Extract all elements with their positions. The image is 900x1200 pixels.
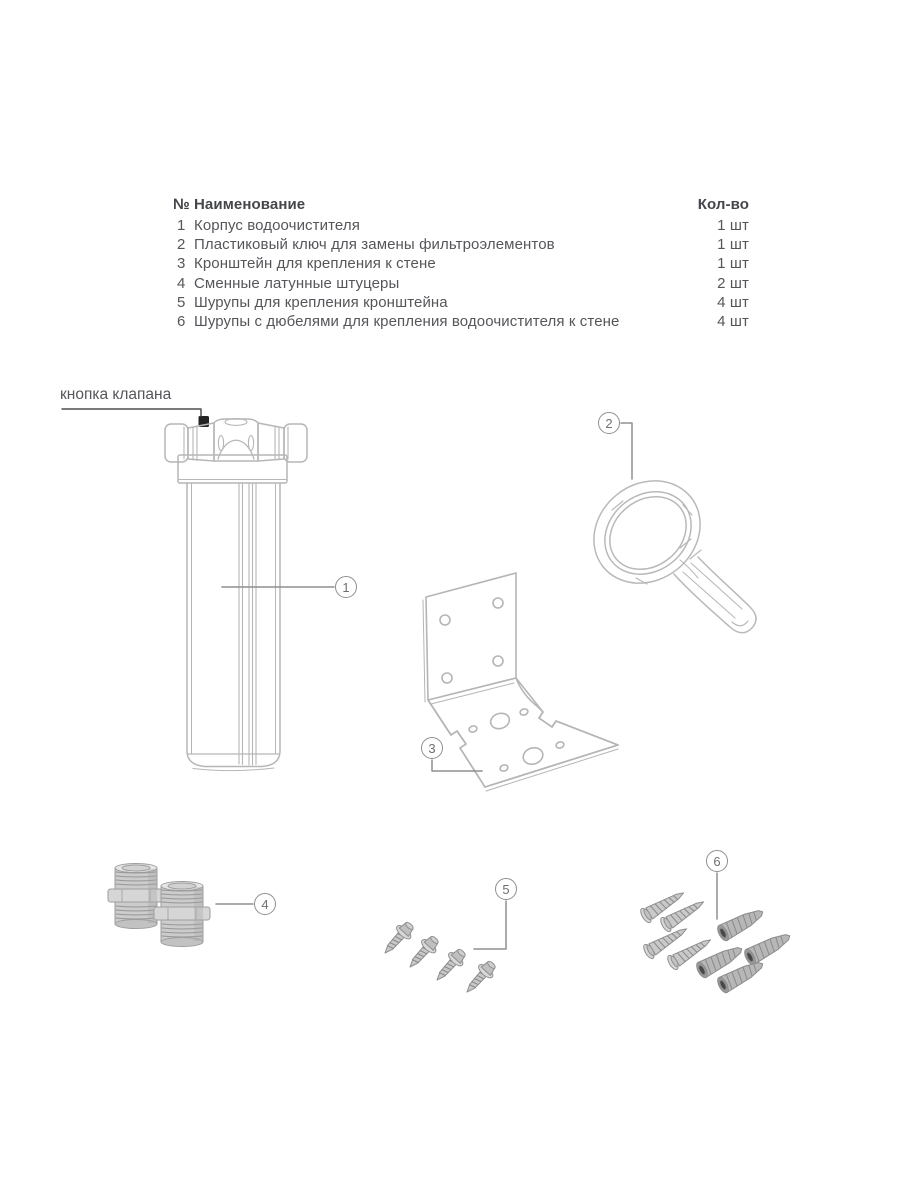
row-qty: 1 шт <box>717 255 749 273</box>
filter-housing-drawing <box>160 403 312 775</box>
row-num: 4 <box>177 274 186 292</box>
parts-table <box>173 195 749 332</box>
row-num: 3 <box>177 255 186 273</box>
callout-6-number: 6 <box>713 853 721 869</box>
table-row <box>173 274 749 293</box>
row-name: Корпус водоочистителя <box>194 216 360 234</box>
screws-dowels-drawing <box>630 878 820 1008</box>
callout-5-number: 5 <box>502 881 510 897</box>
callout-3-number: 3 <box>428 740 436 756</box>
row-name: Сменные латунные штуцеры <box>194 274 400 292</box>
row-qty: 4 шт <box>717 313 749 331</box>
callout-4-badge <box>254 893 276 915</box>
row-num: 6 <box>177 313 186 331</box>
header-qty: Кол-во <box>697 196 749 213</box>
callout-5-badge <box>495 878 517 900</box>
row-qty: 4 шт <box>717 294 749 312</box>
callout-2-number: 2 <box>605 415 613 431</box>
callout-6-badge <box>706 850 728 872</box>
valve-button-label: кнопка клапана <box>60 386 172 403</box>
header-num: № <box>173 196 190 213</box>
bracket-drawing <box>405 565 623 797</box>
row-name: Пластиковый ключ для замены фильтроэлементов <box>194 235 555 253</box>
callout-1-number: 1 <box>342 579 350 595</box>
row-num: 2 <box>177 235 186 253</box>
table-row <box>173 254 749 273</box>
parts-table-header <box>173 195 749 216</box>
callout-2-badge <box>598 412 620 434</box>
table-row <box>173 235 749 254</box>
table-row <box>173 312 749 331</box>
callout-1-badge <box>335 576 357 598</box>
row-qty: 2 шт <box>717 274 749 292</box>
header-name: Наименование <box>194 196 306 213</box>
table-row <box>173 293 749 312</box>
row-num: 5 <box>177 294 186 312</box>
row-name: Шурупы с дюбелями для крепления водоочистителя к стене <box>194 313 620 331</box>
screws-drawing <box>375 915 525 1015</box>
table-row <box>173 216 749 235</box>
callout-3-badge <box>421 737 443 759</box>
row-name: Шурупы для крепления кронштейна <box>194 294 448 312</box>
row-num: 1 <box>177 216 186 234</box>
callout-4-number: 4 <box>261 896 269 912</box>
row-name: Кронштейн для крепления к стене <box>194 255 436 273</box>
row-qty: 1 шт <box>717 216 749 234</box>
row-qty: 1 шт <box>717 235 749 253</box>
fittings-drawing <box>100 855 230 955</box>
